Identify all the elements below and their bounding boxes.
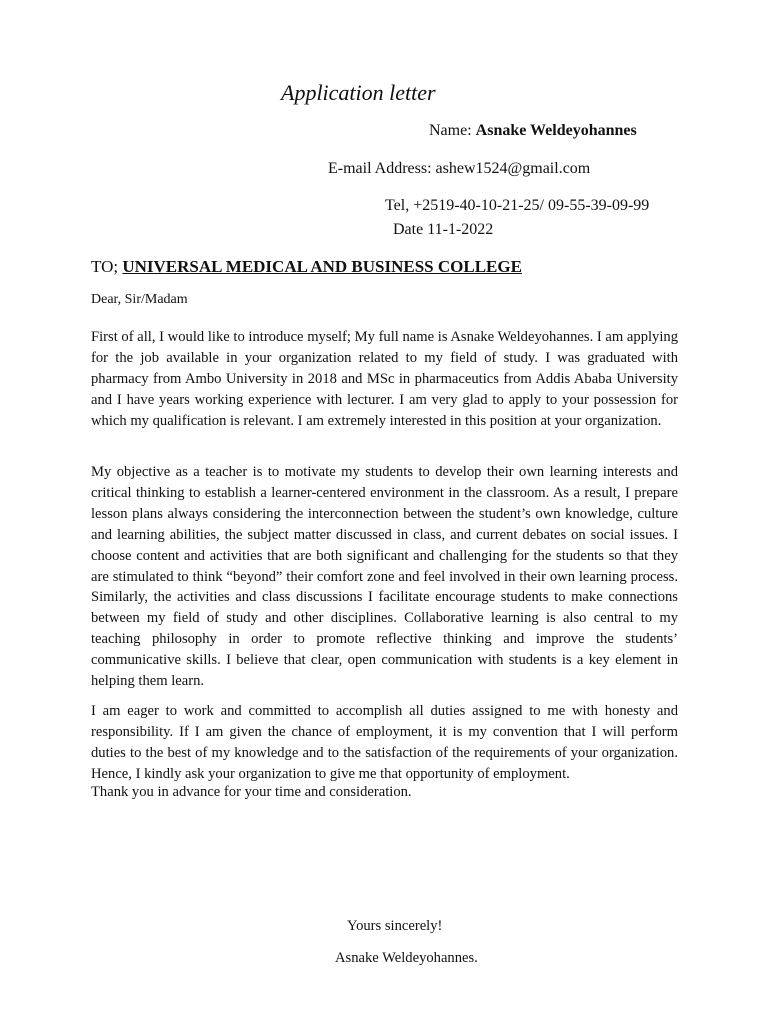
closing: Yours sincerely! bbox=[347, 918, 443, 934]
signature-name: Asnake Weldeyohannes. bbox=[335, 950, 478, 966]
body-paragraph-objective: My objective as a teacher is to motivate my students to develop their own learning interests and critical thinking to establish a learner-centered environment in the classroom. As a result, I prepare lesson plans always considering the interconnection between the student’s own knowledge, culture and learning abilities, the subject matter discussed in class, and current debates on social issues. I choose content and activities that are both significant and challenging for the students so that they are stimulated to think “beyond” their comfort zone and feel involved in their own learning process. Similarly, the activities and class discussions I facilitate encourage students to make connections between my field of study and other disciplines. Collaborative learning is also central to my teaching philosophy in order to promote reflective thinking and improve the students’ communicative skills. I believe that clear, open communication with students is a key element in helping them learn. bbox=[91, 464, 678, 690]
body-paragraph-commitment: I am eager to work and committed to accomplish all duties assigned to me with honesty and responsibility. If I am given the chance of employment, it is my convention that I will perform duties to the best of my knowledge and to the satisfaction of the requirements of your organization. Hence, I kindly ask your organization to give me that opportunity of employment. bbox=[91, 703, 678, 782]
recipient-label: TO; bbox=[91, 257, 123, 276]
sender-name: Asnake Weldeyohannes bbox=[475, 122, 637, 139]
body-paragraph-introduction: First of all, I would like to introduce myself; My full name is Asnake Weldeyohannes. I am applying for the job available in your organization related to my field of study. I was graduated with pharmacy from Ambo University in 2018 and MSc in pharmaceutics from Addis Ababa University and I have years working experience with lecturer. I am very glad to apply to your possession for which my qualification is relevant. I am extremely interested in this position at your organization. bbox=[91, 329, 678, 429]
thanks-line: Thank you in advance for your time and consideration. bbox=[91, 784, 412, 800]
date-line: Date 11-1-2022 bbox=[393, 221, 494, 238]
letter-title: Application letter bbox=[281, 80, 436, 105]
telephone-line: Tel, +2519-40-10-21-25/ 09-55-39-09-99 bbox=[385, 197, 650, 214]
sender-name-line bbox=[429, 122, 637, 140]
recipient-college: UNIVERSAL MEDICAL AND BUSINESS COLLEGE bbox=[122, 257, 522, 276]
email-address-line: E-mail Address: ashew1524@gmail.com bbox=[328, 160, 591, 177]
salutation: Dear, Sir/Madam bbox=[91, 292, 188, 307]
recipient-line bbox=[91, 257, 522, 277]
name-label: Name: bbox=[429, 122, 476, 139]
